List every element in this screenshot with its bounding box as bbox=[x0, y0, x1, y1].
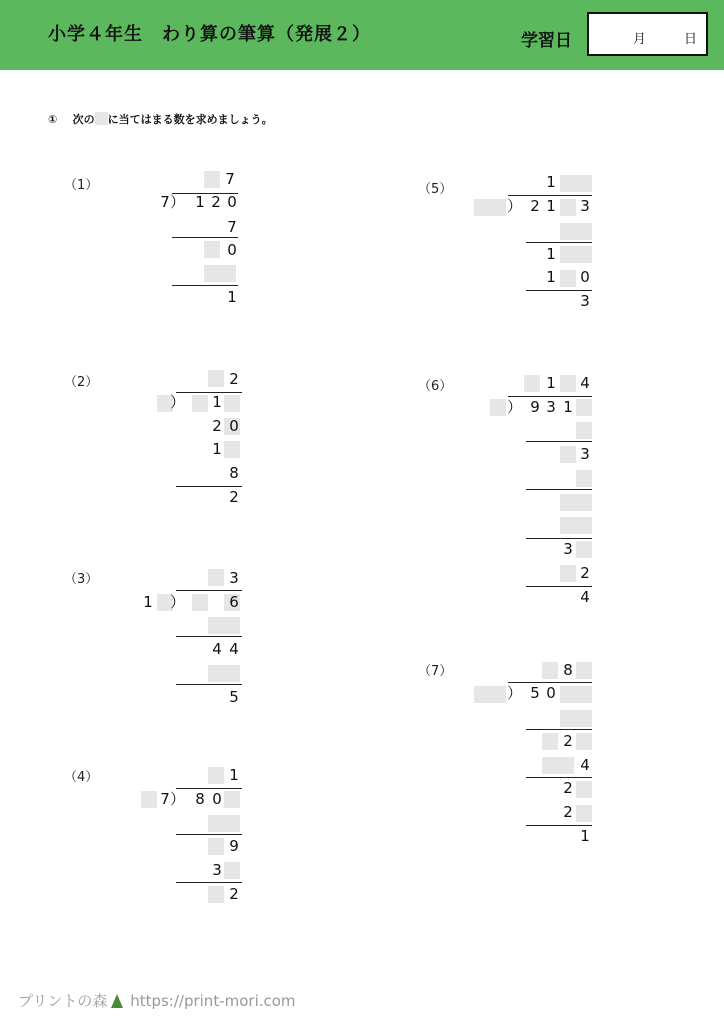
answer-blank[interactable] bbox=[560, 710, 592, 727]
answer-blank[interactable] bbox=[560, 223, 592, 240]
division-line bbox=[176, 788, 242, 789]
answer-blank[interactable] bbox=[208, 617, 224, 634]
answer-blank[interactable] bbox=[560, 565, 576, 582]
instruction-text-pre: 次の bbox=[72, 113, 95, 126]
answer-blank[interactable] bbox=[220, 265, 236, 282]
blank-example bbox=[95, 112, 108, 125]
division-line bbox=[526, 777, 592, 778]
digit: 7 bbox=[160, 193, 170, 211]
digit: 2 bbox=[563, 779, 573, 797]
digit: 4 bbox=[580, 588, 590, 606]
digit: 1 bbox=[546, 374, 556, 392]
answer-blank[interactable] bbox=[542, 757, 574, 774]
digit: 2 bbox=[229, 370, 239, 388]
division-bracket: ） bbox=[170, 393, 186, 411]
answer-blank[interactable] bbox=[576, 422, 592, 439]
division-line bbox=[176, 392, 242, 393]
problem-label-4: （4） bbox=[64, 770, 99, 785]
digit: 4 bbox=[212, 640, 222, 658]
answer-blank[interactable] bbox=[542, 733, 558, 750]
digit: 1 bbox=[212, 440, 222, 458]
digit: 2 bbox=[212, 417, 222, 435]
instruction-text-post: に当てはまる数を求めましょう。 bbox=[107, 113, 273, 126]
answer-blank[interactable] bbox=[542, 662, 558, 679]
division-line bbox=[508, 396, 592, 397]
digit: 2 bbox=[229, 488, 239, 506]
page-title: 小学４年生 わり算の筆算（発展２） bbox=[48, 24, 371, 45]
digit: 3 bbox=[212, 861, 222, 879]
answer-blank[interactable] bbox=[560, 270, 576, 287]
answer-blank[interactable] bbox=[192, 395, 208, 412]
answer-blank[interactable] bbox=[224, 617, 240, 634]
digit: 2 bbox=[563, 803, 573, 821]
answer-blank[interactable] bbox=[204, 171, 220, 188]
digit: 4 bbox=[580, 374, 590, 392]
digit: 3 bbox=[580, 292, 590, 310]
digit: 5 bbox=[530, 684, 540, 702]
digit: 0 bbox=[580, 268, 590, 286]
answer-blank[interactable] bbox=[204, 265, 220, 282]
digit: 1 bbox=[546, 173, 556, 191]
answer-blank[interactable] bbox=[560, 175, 592, 192]
digit: 1 bbox=[143, 593, 153, 611]
answer-blank[interactable] bbox=[224, 791, 240, 808]
division-bracket: ） bbox=[507, 197, 523, 215]
division-line bbox=[176, 882, 242, 883]
answer-blank[interactable] bbox=[560, 446, 576, 463]
digit: 3 bbox=[580, 445, 590, 463]
division-line bbox=[526, 242, 592, 243]
digit: 4 bbox=[229, 640, 239, 658]
footer bbox=[18, 990, 296, 1011]
division-line bbox=[526, 441, 592, 442]
division-bracket: ） bbox=[170, 593, 186, 611]
division-line bbox=[176, 636, 242, 637]
digit: 5 bbox=[229, 688, 239, 706]
answer-blank[interactable] bbox=[490, 399, 506, 416]
answer-blank[interactable] bbox=[576, 781, 592, 798]
digit: 0 bbox=[227, 193, 237, 211]
division-bracket: ） bbox=[170, 790, 186, 808]
digit: 4 bbox=[580, 756, 590, 774]
answer-blank[interactable] bbox=[576, 662, 592, 679]
digit: 3 bbox=[580, 197, 590, 215]
division-bracket: ） bbox=[507, 684, 523, 702]
answer-blank[interactable] bbox=[204, 241, 220, 258]
division-line bbox=[508, 682, 592, 683]
division-bracket: ） bbox=[507, 398, 523, 416]
answer-blank[interactable] bbox=[208, 569, 224, 586]
date-day-label: 日 bbox=[684, 32, 698, 47]
digit: 1 bbox=[546, 197, 556, 215]
answer-blank[interactable] bbox=[208, 815, 224, 832]
division-line bbox=[526, 729, 592, 730]
answer-blank[interactable] bbox=[208, 370, 224, 387]
date-label: 学習日 bbox=[521, 31, 572, 51]
digit: 2 bbox=[580, 564, 590, 582]
problem-label-1: （1） bbox=[64, 178, 99, 193]
division-line bbox=[526, 290, 592, 291]
answer-blank[interactable] bbox=[208, 886, 224, 903]
footer-brand: プリントの森 bbox=[18, 992, 108, 1010]
problem-label-3: （3） bbox=[64, 572, 99, 587]
answer-blank[interactable] bbox=[576, 541, 592, 558]
answer-blank[interactable] bbox=[560, 246, 592, 263]
answer-blank[interactable] bbox=[576, 470, 592, 487]
date-month-label: 月 bbox=[633, 32, 647, 47]
answer-blank[interactable] bbox=[208, 767, 224, 784]
answer-blank[interactable] bbox=[224, 441, 240, 458]
digit: 7 bbox=[225, 170, 235, 188]
division-line bbox=[176, 834, 242, 835]
division-line bbox=[526, 825, 592, 826]
division-line bbox=[526, 586, 592, 587]
answer-blank[interactable] bbox=[560, 375, 576, 392]
digit: 7 bbox=[160, 790, 170, 808]
instruction-number: ① bbox=[48, 113, 58, 126]
digit: 1 bbox=[212, 393, 222, 411]
division-line bbox=[176, 684, 242, 685]
problem-label-5: （5） bbox=[418, 182, 453, 197]
digit: 6 bbox=[229, 593, 239, 611]
digit: 8 bbox=[195, 790, 205, 808]
answer-blank[interactable] bbox=[208, 838, 224, 855]
answer-blank[interactable] bbox=[192, 594, 208, 611]
answer-blank[interactable] bbox=[224, 815, 240, 832]
digit: 0 bbox=[212, 790, 222, 808]
digit: 1 bbox=[195, 193, 205, 211]
digit: 0 bbox=[546, 684, 556, 702]
digit: 3 bbox=[563, 540, 573, 558]
answer-blank[interactable] bbox=[224, 395, 240, 412]
answer-blank[interactable] bbox=[576, 733, 592, 750]
problem-label-6: （6） bbox=[418, 379, 453, 394]
answer-blank[interactable] bbox=[474, 686, 506, 703]
answer-blank[interactable] bbox=[524, 375, 540, 392]
instruction bbox=[48, 111, 273, 127]
division-line bbox=[172, 237, 238, 238]
answer-blank[interactable] bbox=[208, 665, 224, 682]
answer-blank[interactable] bbox=[224, 665, 240, 682]
digit: 8 bbox=[563, 661, 573, 679]
digit: 9 bbox=[229, 837, 239, 855]
tree-icon bbox=[111, 994, 123, 1008]
digit: 1 bbox=[580, 827, 590, 845]
digit: 7 bbox=[227, 218, 237, 236]
digit: 1 bbox=[227, 288, 237, 306]
problem-label-2: （2） bbox=[64, 375, 99, 390]
answer-blank[interactable] bbox=[474, 199, 506, 216]
answer-blank[interactable] bbox=[224, 862, 240, 879]
digit: 3 bbox=[546, 398, 556, 416]
division-line bbox=[526, 489, 592, 490]
problem-label-7: （7） bbox=[418, 664, 453, 679]
digit: 2 bbox=[563, 732, 573, 750]
answer-blank[interactable] bbox=[576, 399, 592, 416]
answer-blank[interactable] bbox=[560, 199, 576, 216]
digit: 8 bbox=[229, 464, 239, 482]
answer-blank[interactable] bbox=[560, 686, 592, 703]
digit: 1 bbox=[546, 245, 556, 263]
digit: 0 bbox=[229, 417, 239, 435]
answer-blank[interactable] bbox=[141, 791, 157, 808]
answer-blank[interactable] bbox=[560, 517, 592, 534]
digit: 0 bbox=[227, 241, 237, 259]
digit: 1 bbox=[563, 398, 573, 416]
division-line bbox=[172, 285, 238, 286]
division-bracket: ） bbox=[170, 193, 186, 211]
digit: 1 bbox=[229, 766, 239, 784]
division-line bbox=[176, 486, 242, 487]
digit: 9 bbox=[530, 398, 540, 416]
division-line bbox=[176, 590, 242, 591]
digit: 2 bbox=[229, 885, 239, 903]
digit: 1 bbox=[546, 268, 556, 286]
digit: 3 bbox=[229, 569, 239, 587]
footer-url: https://print-mori.com bbox=[130, 992, 296, 1010]
digit: 2 bbox=[211, 193, 221, 211]
digit: 2 bbox=[530, 197, 540, 215]
answer-blank[interactable] bbox=[560, 494, 592, 511]
division-line bbox=[508, 195, 592, 196]
division-line bbox=[526, 538, 592, 539]
answer-blank[interactable] bbox=[576, 805, 592, 822]
